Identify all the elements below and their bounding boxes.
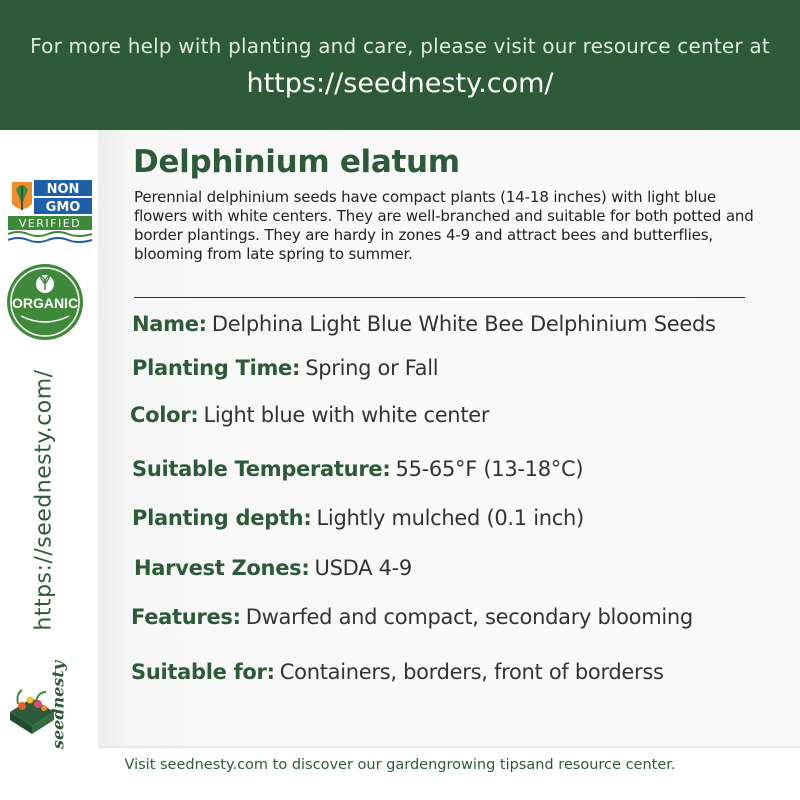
- top-banner: [0, 0, 800, 130]
- attribute-value: Light blue with white center: [203, 403, 490, 427]
- product-description: Perennial delphinium seeds have compact plants (14-18 inches) with light blue flowers with white centers. They are well-branched and suitable for both potted and border plantings. They are hardy in zones 4-9 and attract bees and butterflies, blooming from late spring to summer.: [134, 188, 754, 263]
- attribute-value: Spring or Fall: [305, 356, 439, 380]
- attribute-value: Containers, borders, front of borderss: [279, 660, 664, 684]
- content-panel-shadow: [98, 746, 800, 749]
- attribute-planting-depth: [132, 506, 584, 530]
- attribute-suitable-temperature: [132, 457, 583, 481]
- organic-badge: [5, 262, 85, 342]
- attribute-label: Name:: [132, 312, 207, 336]
- seednesty-logo: [2, 660, 92, 750]
- attribute-label: Suitable Temperature:: [132, 457, 391, 481]
- attribute-label: Harvest Zones:: [134, 556, 310, 580]
- footer-text: Visit seednesty.com to discover our gardengrowing tipsand resource center.: [124, 757, 676, 773]
- attribute-label: Planting depth:: [132, 506, 312, 530]
- verified-text: VERIFIED: [18, 217, 82, 230]
- non-gmo-verified-badge: [6, 176, 94, 244]
- attribute-name: [132, 312, 716, 336]
- attribute-value: 55-65°F (13-18°C): [395, 457, 584, 481]
- banner-help-text: For more help with planting and care, please visit our resource center at: [30, 34, 770, 58]
- non-gmo-bottom-text: GMO: [45, 200, 81, 215]
- divider: [134, 297, 745, 298]
- attribute-suitable-for: [131, 660, 664, 684]
- attribute-color: [130, 403, 489, 427]
- attribute-label: Planting Time:: [132, 356, 301, 380]
- attribute-value: Lightly mulched (0.1 inch): [316, 506, 584, 530]
- attribute-label: Color:: [130, 403, 199, 427]
- attribute-label: Suitable for:: [131, 660, 275, 684]
- vertical-url-link[interactable]: https://seednesty.com/: [31, 369, 57, 631]
- product-title: Delphinium elatum: [133, 144, 460, 180]
- logo-wordmark: seednesty: [48, 660, 68, 750]
- attribute-planting-time: [132, 356, 438, 380]
- attribute-value: Dwarfed and compact, secondary blooming: [245, 605, 693, 629]
- attribute-value: Delphina Light Blue White Bee Delphinium Seeds: [211, 312, 716, 336]
- attribute-value: USDA 4-9: [314, 556, 412, 580]
- attribute-features: [131, 605, 693, 629]
- organic-text: ORGANIC: [11, 295, 79, 311]
- banner-url-link[interactable]: https://seednesty.com/: [246, 68, 554, 99]
- attribute-label: Features:: [131, 605, 241, 629]
- non-gmo-top-text: NON: [46, 182, 80, 197]
- attribute-harvest-zones: [134, 556, 412, 580]
